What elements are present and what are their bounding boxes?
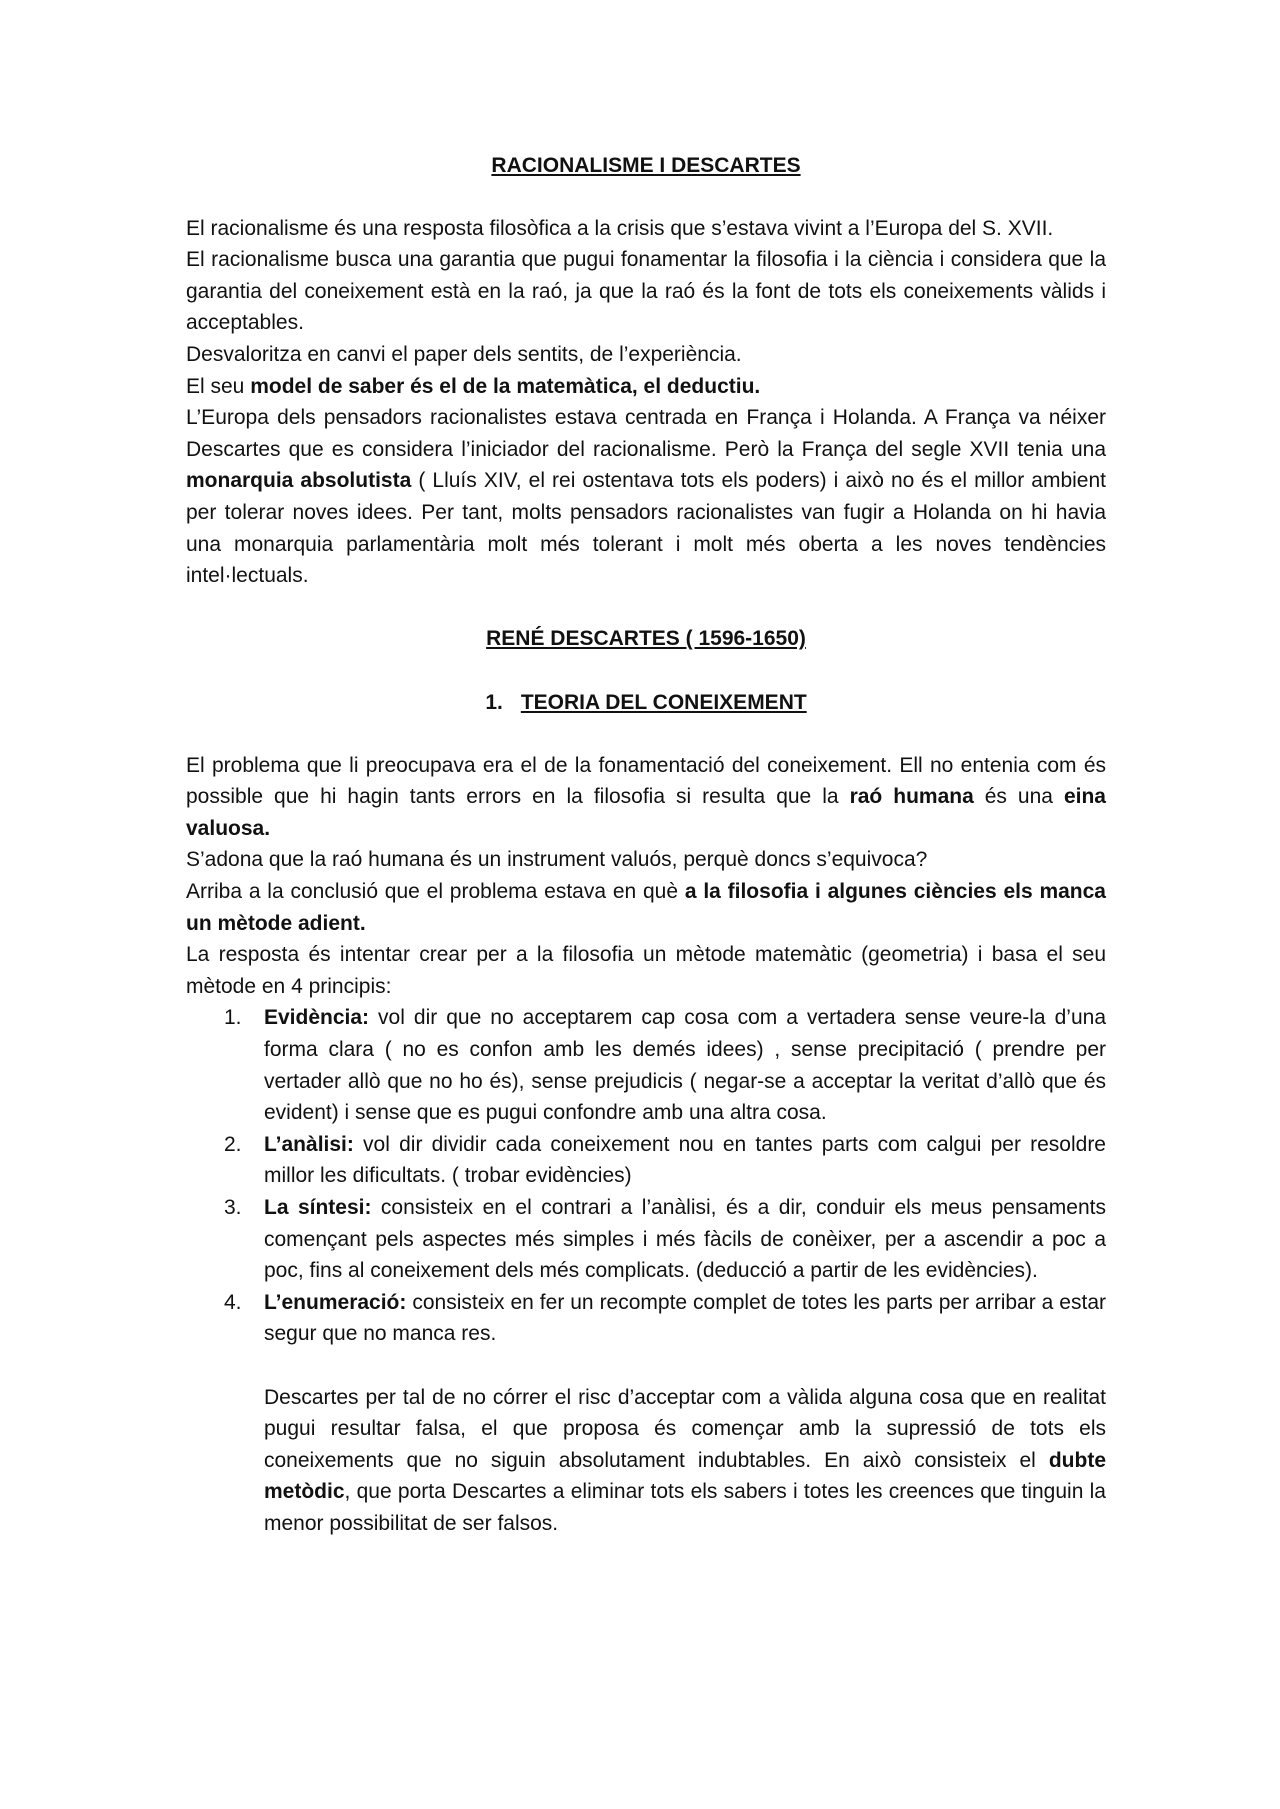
- list-item-text: vol dir que no acceptarem cap cosa com a vertadera sense veure-la d’una forma clara ( no es confon amb les demés idees) , sense precipitació ( prendre per vertader allò que no ho és), sense prejudicis ( negar-se a acceptar la veritat d’allò que és evident) i sense que es pugui confondre amb una altra cosa.: [264, 1006, 1106, 1125]
- methodic-doubt-paragraph: [186, 1382, 1106, 1540]
- intro-paragraph-3: Desvaloritza en canvi el paper dels sentits, de l’experiència.: [186, 342, 742, 366]
- list-item: [186, 1192, 1106, 1287]
- list-item-marker: 3.: [224, 1196, 242, 1219]
- list-item-term: Evidència:: [264, 1006, 370, 1030]
- page-title: RACIONALISME I DESCARTES: [491, 154, 801, 177]
- section-paragraph-3: [186, 876, 1106, 939]
- section-heading: [186, 687, 1106, 719]
- doubt-text-b: , que porta Descartes a eliminar tots els sabers i totes les creences que tinguin la menor possibilitat de ser falsos.: [264, 1480, 1106, 1535]
- section-p1-text-b: és una: [973, 785, 1064, 809]
- list-item-marker: 1.: [224, 1006, 242, 1030]
- list-item-term: La síntesi:: [264, 1196, 372, 1219]
- intro-p5-bold: monarquia absolutista: [186, 469, 412, 493]
- section-title: TEORIA DEL CONEIXEMENT: [520, 690, 807, 714]
- list-item-text: vol dir dividir cada coneixement nou en tantes parts com calgui per resoldre millor les dificultats. ( trobar evidències): [264, 1132, 1106, 1188]
- section-p3-bold: a la filosofia i algunes ciències els manca un mètode adient.: [186, 880, 1106, 935]
- intro-p5-text-b: ( Lluís XIV, el rei ostentava tots els poders) i això no és el millor ambient per tolerar noves idees. Per tant, molts pensadors racionalistes van fugir a Holanda on hi havia una monarquia parlamentària molt més tolerant i molt més oberta a les noves tendències intel·lectuals.: [186, 469, 1107, 588]
- principles-list: [186, 1002, 1106, 1350]
- subtitle: RENÉ DESCARTES ( 1596-1650): [486, 627, 806, 651]
- list-item: [186, 1287, 1106, 1350]
- intro-paragraph-4: [186, 371, 1106, 403]
- list-item-marker: 4.: [224, 1290, 242, 1314]
- list-item: [186, 1002, 1106, 1128]
- section-p3-text: Arriba a la conclusió que el problema estava en què: [186, 880, 685, 904]
- intro-p4-bold: model de saber és el de la matemàtica, el deductiu.: [250, 374, 761, 398]
- list-item: [186, 1129, 1106, 1192]
- list-item-text: consisteix en el contrari a l’anàlisi, és a dir, conduir els meus pensaments començant pels aspectes més simples i més fàcils de conèixer, per a ascendir a poc a poc, fins al coneixement dels més complicats. (deducció a partir de les evidències).: [264, 1196, 1106, 1283]
- section-paragraph-4: La resposta és intentar crear per a la filosofia un mètode matemàtic (geometria) i basa el seu mètode en 4 principis:: [186, 943, 1106, 998]
- document-body: [186, 150, 1106, 1540]
- section-paragraph-1: [186, 750, 1106, 845]
- intro-p5-text-a: L’Europa dels pensadors racionalistes estava centrada en França i Holanda. A França va néixer Descartes que es considera l’iniciador del racionalisme. Però la França del segle XVII tenia una: [186, 406, 1106, 461]
- section-p1-bold-1: raó humana: [849, 785, 974, 809]
- intro-paragraph-2: El racionalisme busca una garantia que pugui fonamentar la filosofia i la ciència i considera que la garantia del coneixement està en la raó, ja que la raó és la font de tots els coneixements vàlids i acceptables.: [186, 248, 1106, 335]
- list-item-text: consisteix en fer un recompte complet de totes les parts per arribar a estar segur que no manca res.: [264, 1290, 1106, 1346]
- section-p1-text-a: El problema que li preocupava era el de la fonamentació del coneixement. Ell no entenia com és possible que hi hagin tants errors en la filosofia si resulta que la: [186, 753, 1106, 809]
- intro-paragraph-1: El racionalisme és una resposta filosòfica a la crisis que s’estava vivint a l’Europa del S. XVII.: [186, 216, 1054, 240]
- doubt-text-a: Descartes per tal de no córrer el risc d’acceptar com a vàlida alguna cosa que en realitat pugui resultar falsa, el que proposa és començar amb la supressió de tots els coneixements que no siguin absolutament indubtables. En això consisteix el: [264, 1385, 1106, 1472]
- section-p1-bold-2: eina valuosa.: [186, 785, 1106, 840]
- list-item-marker: 2.: [224, 1132, 242, 1156]
- list-item-term: L’anàlisi:: [264, 1132, 354, 1156]
- list-item-term: L’enumeració:: [264, 1290, 407, 1314]
- section-number: 1.: [485, 690, 503, 714]
- intro-paragraph-5: [186, 402, 1106, 592]
- section-paragraph-2: S’adona que la raó humana és un instrument valuós, perquè doncs s’equivoca?: [186, 848, 928, 872]
- doubt-bold: dubte metòdic: [264, 1448, 1106, 1504]
- intro-p4-text: El seu: [186, 374, 251, 398]
